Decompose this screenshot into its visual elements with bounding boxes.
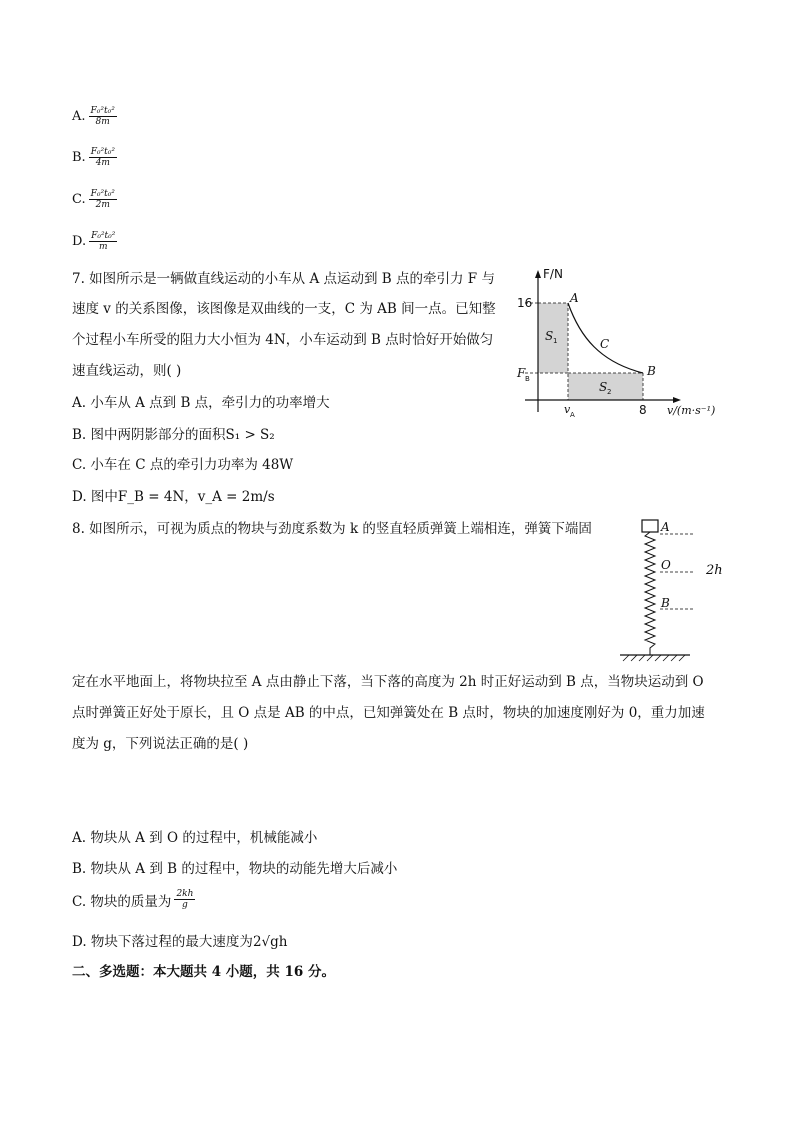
- q6-option-a: A. $\frac{\text{F₀²t₀²}}{8m}$: [72, 106, 115, 127]
- q8-spring: [645, 532, 655, 655]
- q7-label-s1-sub: 1: [553, 337, 558, 345]
- q6-option-b-fraction: $\frac{\text{F₀²t₀²}}{4m}$: [90, 147, 115, 168]
- q7-option-d: D. 图中F_B = 4N，v_A = 2m/s: [72, 489, 275, 505]
- q8-label-2h: 2h: [706, 563, 723, 578]
- q7-option-a: A. 小车从 A 点到 B 点，牵引力的功率增大: [72, 395, 330, 411]
- q6-option-d: D. $\frac{\text{F₀²t₀²}}{m}$: [72, 231, 116, 252]
- q8-stem-line-3: 点时弹簧正好处于原长，且 O 点是 AB 的中点，已知弹簧处在 B 点时，物块的加速度刚好为 0，重力加速: [72, 705, 705, 721]
- q8-option-c: C. 物块的质量为 $\frac{2kh}{g}$: [72, 889, 194, 910]
- q8-option-b: B. 物块从 A 到 B 的过程中，物块的动能先增大后减小: [72, 861, 398, 877]
- q7-x-tick-va-sub: A: [570, 411, 575, 419]
- q6-option-b: B. $\frac{\text{F₀²t₀²}}{4m}$: [72, 147, 115, 168]
- q7-force-velocity-figure: [505, 262, 730, 422]
- q7-label-s1: S: [545, 329, 554, 343]
- section-2-heading: 二、多选题：本大题共 4 小题，共 16 分。: [72, 964, 335, 980]
- q8-label-b: B: [661, 596, 670, 610]
- q7-x-axis-label: v/(m·s⁻¹): [667, 404, 716, 417]
- q8-stem-line-4: 度为 g，下列说法正确的是( ): [72, 736, 249, 752]
- q6-option-d-fraction: $\frac{\text{F₀²t₀²}}{m}$: [91, 231, 116, 252]
- q7-x-tick-8: 8: [639, 403, 647, 417]
- q7-point-b: B: [647, 364, 656, 378]
- q8-stem-line-2: 定在水平地面上，将物块拉至 A 点由静止下落，当下落的高度为 2h 时正好运动到 B 点，当物块运动到 O: [72, 674, 704, 690]
- q7-option-b: B. 图中两阴影部分的面积S₁ > S₂: [72, 427, 275, 443]
- q7-x-tick-va: v: [564, 403, 571, 416]
- q7-point-a: A: [570, 291, 579, 305]
- q8-option-d-value: 2√gh: [252, 934, 288, 950]
- q7-stem-line-4: 速直线运动，则( ): [72, 363, 182, 379]
- q7-label-s2: S: [599, 380, 608, 394]
- q8-option-a: A. 物块从 A 到 O 的过程中，机械能减小: [72, 830, 318, 846]
- q7-y-arrow: [535, 270, 541, 278]
- q8-spring-figure: [615, 515, 695, 665]
- q6-option-c: C. $\frac{\text{F₀²t₀²}}{2m}$: [72, 189, 115, 210]
- q6-option-c-fraction: $\frac{\text{F₀²t₀²}}{2m}$: [90, 189, 115, 210]
- q8-block: [642, 520, 658, 532]
- q8-option-c-fraction: $\frac{2kh}{g}$: [176, 889, 194, 910]
- q7-stem-line-2: 速度 v 的关系图像，该图像是双曲线的一支，C 为 AB 间一点。已知整: [72, 301, 496, 317]
- q8-label-a: A: [661, 520, 670, 534]
- q6-option-a-fraction: $\frac{\text{F₀²t₀²}}{8m}$: [90, 106, 115, 127]
- q8-option-d: D. 物块下落过程的最大速度为2√gh: [72, 934, 288, 950]
- q7-x-arrow: [673, 397, 681, 403]
- q7-label-s2-sub: 2: [607, 388, 612, 396]
- q7-y-tick-fb-sub: B: [525, 375, 530, 383]
- q7-point-c: C: [600, 337, 610, 351]
- q8-label-o: O: [661, 558, 671, 572]
- q8-ground-hatch: [623, 655, 685, 661]
- q7-option-c: C. 小车在 C 点的牵引力功率为 48W: [72, 457, 294, 473]
- q7-stem-line-3: 个过程小车所受的阻力大小恒为 4N，小车运动到 B 点时恰好开始做匀: [72, 332, 494, 348]
- q7-y-tick-16: 16: [517, 296, 533, 310]
- q7-y-tick-fb: F: [517, 366, 526, 380]
- q7-stem-line-1: 7. 如图所示是一辆做直线运动的小车从 A 点运动到 B 点的牵引力 F 与: [72, 271, 495, 287]
- q8-stem-line-1: 8. 如图所示，可视为质点的物块与劲度系数为 k 的竖直轻质弹簧上端相连，弹簧下端固: [72, 521, 592, 537]
- q7-y-axis-label: F/N: [543, 267, 563, 281]
